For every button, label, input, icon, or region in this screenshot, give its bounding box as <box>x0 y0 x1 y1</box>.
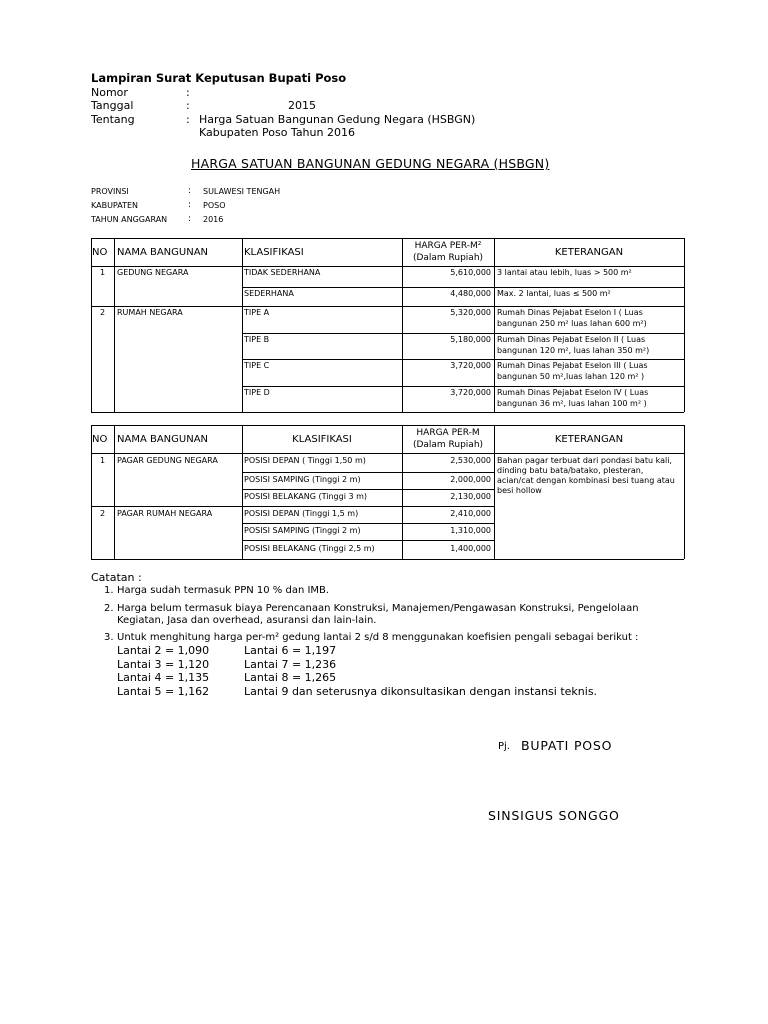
t2-row-klasifikasi: POSISI DEPAN (Tinggi 1,5 m) <box>244 509 359 518</box>
t2-header-harga: HARGA PER-M <box>416 428 480 438</box>
t1-row-klasifikasi: TIPE C <box>244 361 270 370</box>
t2-row-nama: PAGAR GEDUNG NEGARA <box>117 456 218 465</box>
t2-row-no: 1 <box>100 456 106 465</box>
signature-prefix: Pj. <box>498 741 510 752</box>
tahun-value: 2016 <box>203 215 224 224</box>
nomor-sep: : <box>186 86 190 99</box>
t2-row-klasifikasi: POSISI SAMPING (Tinggi 2 m) <box>244 526 361 535</box>
letter-title: Lampiran Surat Keputusan Bupati Poso <box>91 71 347 85</box>
provinsi-value: SULAWESI TENGAH <box>203 187 281 196</box>
t1-header-nama: NAMA BANGUNAN <box>117 247 209 258</box>
note-2-num: 2. <box>104 603 114 614</box>
t2-row-nama: PAGAR RUMAH NEGARA <box>117 509 213 518</box>
kabupaten-value: POSO <box>203 201 226 210</box>
t1-row-klasifikasi: TIDAK SEDERHANA <box>244 268 321 277</box>
tanggal-sep: : <box>186 99 190 112</box>
t1-row-no: 1 <box>100 268 106 277</box>
signature-title: BUPATI POSO <box>521 738 613 753</box>
t2-row-klasifikasi: POSISI SAMPING (Tinggi 2 m) <box>244 475 361 484</box>
t2-header-klasifikasi: KLASIFIKASI <box>292 434 352 445</box>
t2-header-nama: NAMA BANGUNAN <box>117 434 209 445</box>
coef-lantai-7: Lantai 7 = 1,236 <box>244 658 337 671</box>
t1-header-keterangan: KETERANGAN <box>554 247 624 258</box>
t1-row-harga: 3,720,000 <box>450 388 491 397</box>
tentang-value: Harga Satuan Bangunan Gedung Negara (HSBGN) <box>199 113 476 126</box>
note-1-num: 1. <box>104 585 114 596</box>
tahun-label: TAHUN ANGGARAN <box>91 215 168 224</box>
t1-row-keterangan: Rumah Dinas Pejabat Eselon I ( Luas bangunan 250 m² luas lahan 600 m²) <box>497 308 647 328</box>
coef-lantai-6: Lantai 6 = 1,197 <box>244 644 337 657</box>
t1-row-klasifikasi: TIPE B <box>244 335 270 344</box>
t2-row-harga: 1,400,000 <box>450 544 491 553</box>
t1-row-nama: RUMAH NEGARA <box>117 308 183 317</box>
t2-row-harga: 1,310,000 <box>450 526 491 535</box>
notes-title: Catatan : <box>91 571 142 584</box>
t2-header-no: NO <box>92 434 108 445</box>
t2-row-harga: 2,530,000 <box>450 456 491 465</box>
t2-row-klasifikasi: POSISI BELAKANG (Tinggi 2,5 m) <box>244 544 375 553</box>
coef-lantai-2: Lantai 2 = 1,090 <box>117 644 210 657</box>
t1-row-harga: 5,180,000 <box>450 335 491 344</box>
t2-row-no: 2 <box>100 509 106 518</box>
kabupaten-label: KABUPATEN <box>91 201 139 210</box>
coef-lantai-8: Lantai 8 = 1,265 <box>244 671 337 684</box>
document-title: HARGA SATUAN BANGUNAN GEDUNG NEGARA (HSBGN) <box>191 156 550 171</box>
note-2-text-cont: Kegiatan, Jasa dan overhead, asuransi dan lain-lain. <box>117 615 377 626</box>
t1-row-klasifikasi: SEDERHANA <box>244 289 294 298</box>
t1-row-keterangan: Rumah Dinas Pejabat Eselon III ( Luas bangunan 50 m²,luas lahan 120 m² ) <box>497 361 648 381</box>
note-3-text: Untuk menghitung harga per-m² gedung lantai 2 s/d 8 menggunakan koefisien pengali sebagai berikut : <box>117 632 639 643</box>
t2-header-harga-sub: (Dalam Rupiah) <box>412 440 484 450</box>
coef-lantai-4: Lantai 4 = 1,135 <box>117 671 210 684</box>
note-1-text: Harga sudah termasuk PPN 10 % dan IMB. <box>117 585 330 596</box>
t1-row-keterangan: Rumah Dinas Pejabat Eselon IV ( Luas bangunan 36 m², luas lahan 100 m² ) <box>497 388 649 408</box>
signature-name: SINSIGUS SONGGO <box>488 808 620 823</box>
tanggal-label: Tanggal <box>91 99 134 112</box>
t2-header-keterangan: KETERANGAN <box>554 434 624 445</box>
t2-keterangan: Bahan pagar terbuat dari pondasi batu kali, dinding batu bata/batako, plesteran, acian/cat dengan kombinasi besi tuang atau besi hollow <box>497 456 675 495</box>
t1-header-klasifikasi: KLASIFIKASI <box>244 247 304 258</box>
coef-lantai-9: Lantai 9 dan seterusnya dikonsultasikan dengan instansi teknis. <box>244 685 598 698</box>
provinsi-label: PROVINSI <box>91 187 129 196</box>
t2-row-klasifikasi: POSISI BELAKANG (Tinggi 3 m) <box>244 492 368 501</box>
coef-lantai-5: Lantai 5 = 1,162 <box>117 685 210 698</box>
tahun-sep: : <box>188 214 192 224</box>
tanggal-value: 2015 <box>288 99 316 112</box>
t1-row-harga: 5,320,000 <box>450 308 491 317</box>
kabupaten-sep: : <box>188 200 192 210</box>
t1-header-no: NO <box>92 247 108 258</box>
tentang-value-2: Kabupaten Poso Tahun 2016 <box>199 126 355 139</box>
note-2-text: Harga belum termasuk biaya Perencanaan Konstruksi, Manajemen/Pengawasan Konstruksi, Pengelolaan <box>117 603 639 614</box>
coef-lantai-3: Lantai 3 = 1,120 <box>117 658 210 671</box>
t1-row-klasifikasi: TIPE A <box>244 308 270 317</box>
t1-row-keterangan: Max. 2 lantai, luas ≤ 500 m² <box>497 289 611 298</box>
t1-row-nama: GEDUNG NEGARA <box>117 268 189 277</box>
tentang-sep: : <box>186 113 190 126</box>
t1-header-harga-sub: (Dalam Rupiah) <box>412 253 484 263</box>
t1-row-no: 2 <box>100 308 106 317</box>
t1-row-keterangan: 3 lantai atau lebih, luas > 500 m² <box>497 268 632 277</box>
t1-header-harga: HARGA PER-M² <box>414 241 482 251</box>
t1-row-klasifikasi: TIPE D <box>244 388 270 397</box>
provinsi-sep: : <box>188 186 192 196</box>
t2-row-harga: 2,410,000 <box>450 509 491 518</box>
t2-row-klasifikasi: POSISI DEPAN ( Tinggi 1,50 m) <box>244 456 366 465</box>
t2-row-harga: 2,000,000 <box>450 475 491 484</box>
t1-row-harga: 5,610,000 <box>450 268 491 277</box>
tentang-label: Tentang <box>91 113 135 126</box>
t1-row-harga: 3,720,000 <box>450 361 491 370</box>
t2-row-harga: 2,130,000 <box>450 492 491 501</box>
t1-row-harga: 4,480,000 <box>450 289 491 298</box>
t1-row-keterangan: Rumah Dinas Pejabat Eselon II ( Luas bangunan 120 m², luas lahan 350 m²) <box>497 335 650 355</box>
nomor-label: Nomor <box>91 86 128 99</box>
note-3-num: 3. <box>104 632 114 643</box>
